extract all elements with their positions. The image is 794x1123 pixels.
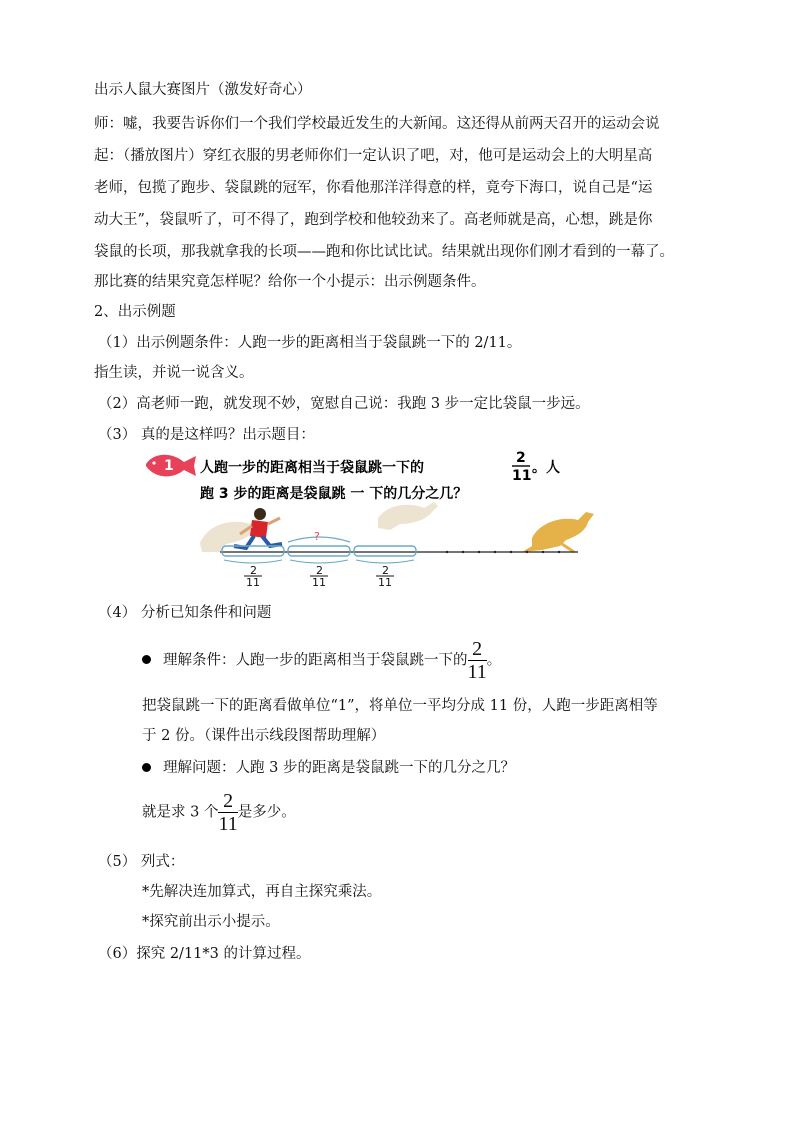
kangaroo-icon	[522, 512, 594, 552]
text-line: 师：嘘，我要告诉你们一个我们学校最近发生的大新闻。这还得从前两天召开的运动会说	[94, 116, 660, 132]
figure-text-line2: 跑 3 步的距离是袋鼠跳 一 下的几分之几？	[200, 486, 468, 502]
text-line: （6）探究 2/11*3 的计算过程。	[98, 946, 311, 962]
text-line: 指生读，并说一说含义。	[94, 365, 254, 381]
bullet-text-end: 。	[486, 652, 502, 669]
text-line: 于 2 份。（课件出示线段图帮助理解）	[142, 728, 386, 744]
fraction-numerator: 2	[223, 790, 234, 812]
text-line: 老师，包揽了跑步、袋鼠跳的冠军，你看他那洋洋得意的样，竟夸下海口，说自己是“运	[94, 180, 653, 196]
seg-label-num: 2	[382, 564, 389, 577]
bullet-item	[142, 638, 501, 683]
seg-label-den: 11	[246, 576, 260, 586]
text-line: 起：（播放图片）穿红衣服的男老师你们一定认识了吧，对，他可是运动会上的大明星高	[94, 148, 653, 164]
text-line: *探究前出示小提示。	[142, 914, 280, 930]
bullet-icon	[142, 763, 151, 772]
segment-2	[288, 546, 350, 556]
text-line: （3） 真的是这样吗？出示题目：	[98, 427, 315, 443]
seg-label-den: 11	[378, 576, 392, 586]
fraction	[218, 790, 237, 835]
figure-fraction-den: 11	[512, 468, 532, 484]
text-segment: 就是求 3 个	[142, 804, 219, 821]
bullet-icon	[142, 655, 151, 664]
fraction-denominator: 11	[467, 661, 487, 683]
under-braces	[224, 560, 414, 563]
text-line: （5） 列式：	[98, 854, 185, 870]
question-mark: ?	[314, 530, 320, 543]
fraction	[468, 638, 487, 683]
bullet-text: 理解问题：人跑 3 步的距离是袋鼠跳一下的几分之几？	[163, 760, 515, 776]
section-heading: 2、出示例题	[94, 304, 176, 320]
text-line: （1）出示例题条件：人跑一步的距离相当于袋鼠跳一下的 2/11。	[98, 335, 522, 351]
problem-figure	[142, 448, 598, 586]
seg-label-den: 11	[312, 576, 326, 586]
text-line: （2）高老师一跑，就发现不妙，宽慰自己说：我跑 3 步一定比袋鼠一步远。	[98, 396, 590, 412]
text-line: （4） 分析已知条件和问题	[98, 605, 272, 621]
text-line	[142, 790, 296, 835]
text-line: 动大王”，袋鼠听了，可不得了，跑到学校和他较劲来了。高老师就是高，心想，跳是你	[94, 212, 653, 228]
text-line: *先解决连加算式，再自主探究乘法。	[142, 884, 382, 900]
bullet-text: 理解条件：人跑一步的距离相当于袋鼠跳一下的	[163, 652, 468, 669]
segment-1	[222, 546, 284, 556]
text-line: 那比赛的结果究竟怎样呢？给你一个小提示：出示例题条件。	[94, 274, 486, 290]
figure-fraction-num: 2	[516, 450, 526, 466]
seg-label-num: 2	[250, 564, 257, 577]
text-line: 把袋鼠跳一下的距离看做单位“1”，将单位一平均分成 11 份，人跑一步距离相等	[142, 698, 658, 714]
figure-text-line1-end: 。人	[532, 460, 560, 476]
fraction-denominator: 11	[218, 813, 238, 835]
kangaroo-faded-mid-icon	[378, 502, 438, 530]
seg-label-num: 2	[316, 564, 323, 577]
bullet-item	[142, 758, 515, 778]
figure-text-line1: 人跑一步的距离相当于袋鼠跳一下的	[200, 460, 424, 476]
text-line: 袋鼠的长项，那我就拿我的长项——跑和你比试比试。结果就出现你们刚才看到的一幕了。	[94, 244, 674, 260]
segments	[222, 546, 416, 556]
segment-3	[354, 546, 416, 556]
badge-number: 1	[164, 458, 174, 474]
text-segment: 是多少。	[237, 804, 296, 821]
text-line: 出示人鼠大赛图片（激发好奇心）	[94, 82, 312, 98]
fraction-numerator: 2	[472, 638, 483, 660]
